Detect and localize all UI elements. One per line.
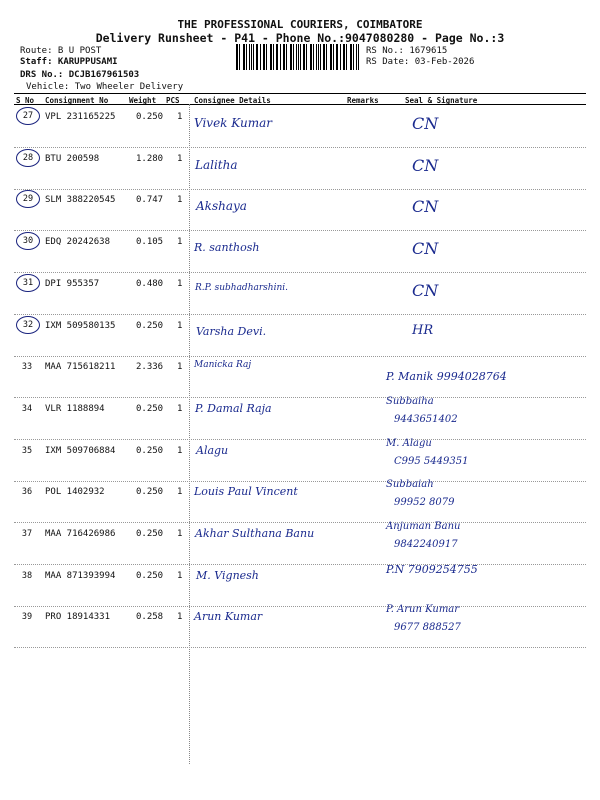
row-weight: 0.250 (136, 446, 164, 456)
row-consignment-no: DPI 955357 (45, 279, 100, 289)
row-weight: 0.480 (136, 279, 164, 289)
row-consignment-no: MAA 715618211 (45, 362, 116, 372)
runsheet-title: THE PROFESSIONAL COURIERS, COIMBATORE (177, 18, 423, 31)
row-signature: Subbaiha (386, 396, 434, 407)
row-consignee-handwritten: Varsha Devi. (196, 325, 267, 338)
row-weight: 0.250 (136, 487, 164, 497)
rs-number: RS No.: 1679615 (366, 46, 448, 56)
row-consignee-handwritten: Lalitha (195, 158, 238, 172)
row-weight: 1.280 (136, 154, 164, 164)
row-pcs: 1 (177, 487, 183, 497)
row-signature: Subbaiah (386, 479, 434, 490)
row-pcs: 1 (177, 279, 183, 289)
row-signature: P.N 7909254755 (386, 563, 478, 576)
row-consignment-no: MAA 871393994 (45, 571, 116, 581)
row-consignee-handwritten: Manicka Raj (194, 360, 252, 370)
row-weight: 0.250 (136, 404, 164, 414)
col-header-sno: S No (16, 96, 35, 105)
row-signature: CN (412, 281, 439, 300)
row-serial-number: 28 (16, 149, 40, 167)
row-weight: 2.336 (136, 362, 164, 372)
row-serial-number: 36 (21, 487, 33, 497)
row-consignee-handwritten: Vivek Kumar (194, 116, 272, 130)
table-row (14, 398, 586, 440)
row-signature: CN (412, 156, 439, 175)
row-pcs: 1 (177, 237, 183, 247)
table-row (14, 231, 586, 273)
row-signature: CN (412, 197, 439, 216)
route-label: Route: B U POST (20, 46, 102, 56)
row-consignment-no: IXM 509706884 (45, 446, 116, 456)
row-consignee-handwritten: Akshaya (196, 199, 247, 213)
row-pcs: 1 (177, 446, 183, 456)
staff-label: Staff: KARUPPUSAMI (20, 57, 118, 67)
row-serial-number: 35 (21, 446, 33, 456)
row-divider (14, 647, 586, 648)
row-signature-phone: 9842240917 (394, 539, 458, 550)
row-pcs: 1 (177, 154, 183, 164)
table-row (14, 148, 586, 190)
row-consignment-no: BTU 200598 (45, 154, 100, 164)
col-header-weight: Weight (129, 96, 157, 105)
row-pcs: 1 (177, 571, 183, 581)
row-serial-number: 30 (16, 232, 40, 250)
header-rule-top (14, 93, 586, 94)
row-pcs: 1 (177, 529, 183, 539)
row-consignee-handwritten: Louis Paul Vincent (194, 485, 298, 498)
row-consignee-handwritten: R. santhosh (194, 241, 260, 254)
row-consignee-handwritten: Akhar Sulthana Banu (195, 527, 315, 540)
row-signature-phone: 99952 8079 (394, 497, 455, 508)
row-weight: 0.250 (136, 321, 164, 331)
table-row (14, 273, 586, 315)
row-consignee-handwritten: Alagu (196, 444, 229, 457)
row-signature: Anjuman Banu (386, 521, 461, 532)
row-pcs: 1 (177, 362, 183, 372)
row-weight: 0.250 (136, 112, 164, 122)
row-signature: P. Arun Kumar (386, 604, 460, 615)
table-row (14, 481, 586, 523)
row-signature: CN (412, 114, 439, 133)
row-weight: 0.250 (136, 529, 164, 539)
row-serial-number: 39 (21, 612, 33, 622)
row-consignee-handwritten: Arun Kumar (194, 610, 263, 623)
table-row (14, 189, 586, 231)
row-consignment-no: POL 1402932 (45, 487, 105, 497)
row-consignment-no: SLM 388220545 (45, 195, 116, 205)
table-row (14, 606, 586, 648)
table-row (14, 315, 586, 357)
row-consignment-no: EDQ 20242638 (45, 237, 111, 247)
row-weight: 0.747 (136, 195, 164, 205)
row-weight: 0.250 (136, 571, 164, 581)
row-signature: P. Manik 9994028764 (386, 370, 507, 383)
col-header-consignee: Consignee Details (194, 96, 271, 105)
row-pcs: 1 (177, 404, 183, 414)
drs-label: DRS No.: DCJB167961503 (20, 70, 140, 80)
col-header-remarks: Remarks (347, 96, 379, 105)
table-row (14, 523, 586, 565)
runsheet-subtitle: Delivery Runsheet - P41 - Phone No.:9047080280 - Page No.:3 (95, 31, 505, 45)
row-pcs: 1 (177, 321, 183, 331)
barcode (236, 44, 360, 70)
row-serial-number: 33 (21, 362, 33, 372)
row-serial-number: 32 (16, 316, 40, 334)
row-serial-number: 29 (16, 190, 40, 208)
row-signature: M. Alagu (386, 438, 432, 449)
row-consignment-no: VPL 231165225 (45, 112, 116, 122)
row-signature: HR (412, 323, 434, 338)
row-signature-phone: 9443651402 (394, 414, 458, 425)
table-row (14, 356, 586, 398)
header-rule-bottom (14, 104, 586, 105)
row-serial-number: 37 (21, 529, 33, 539)
row-signature-phone: 9677 888527 (394, 622, 461, 633)
col-header-pcs: PCS (166, 96, 180, 105)
row-weight: 0.105 (136, 237, 164, 247)
row-consignment-no: VLR 1188894 (45, 404, 105, 414)
col-header-seal: Seal & Signature (405, 96, 478, 105)
row-consignment-no: PRO 18914331 (45, 612, 111, 622)
row-pcs: 1 (177, 195, 183, 205)
row-consignee-handwritten: M. Vignesh (196, 569, 259, 582)
vehicle-label: Vehicle: Two Wheeler Delivery (26, 82, 184, 92)
row-signature: CN (412, 239, 439, 258)
row-signature-phone: C995 5449351 (394, 456, 469, 467)
row-serial-number: 27 (16, 107, 40, 125)
col-header-consignment: Consignment No (45, 96, 109, 105)
row-pcs: 1 (177, 112, 183, 122)
row-serial-number: 38 (21, 571, 33, 581)
row-serial-number: 31 (16, 274, 40, 292)
row-weight: 0.258 (136, 612, 164, 622)
row-consignment-no: MAA 716426986 (45, 529, 116, 539)
rs-date: RS Date: 03-Feb-2026 (366, 57, 475, 67)
row-pcs: 1 (177, 612, 183, 622)
row-consignment-no: IXM 509580135 (45, 321, 116, 331)
row-consignee-handwritten: P. Damal Raja (195, 402, 272, 415)
row-serial-number: 34 (21, 404, 33, 414)
row-consignee-handwritten: R.P. subhadharshini. (195, 283, 288, 293)
table-row (14, 440, 586, 482)
table-row (14, 106, 586, 148)
table-row (14, 565, 586, 607)
